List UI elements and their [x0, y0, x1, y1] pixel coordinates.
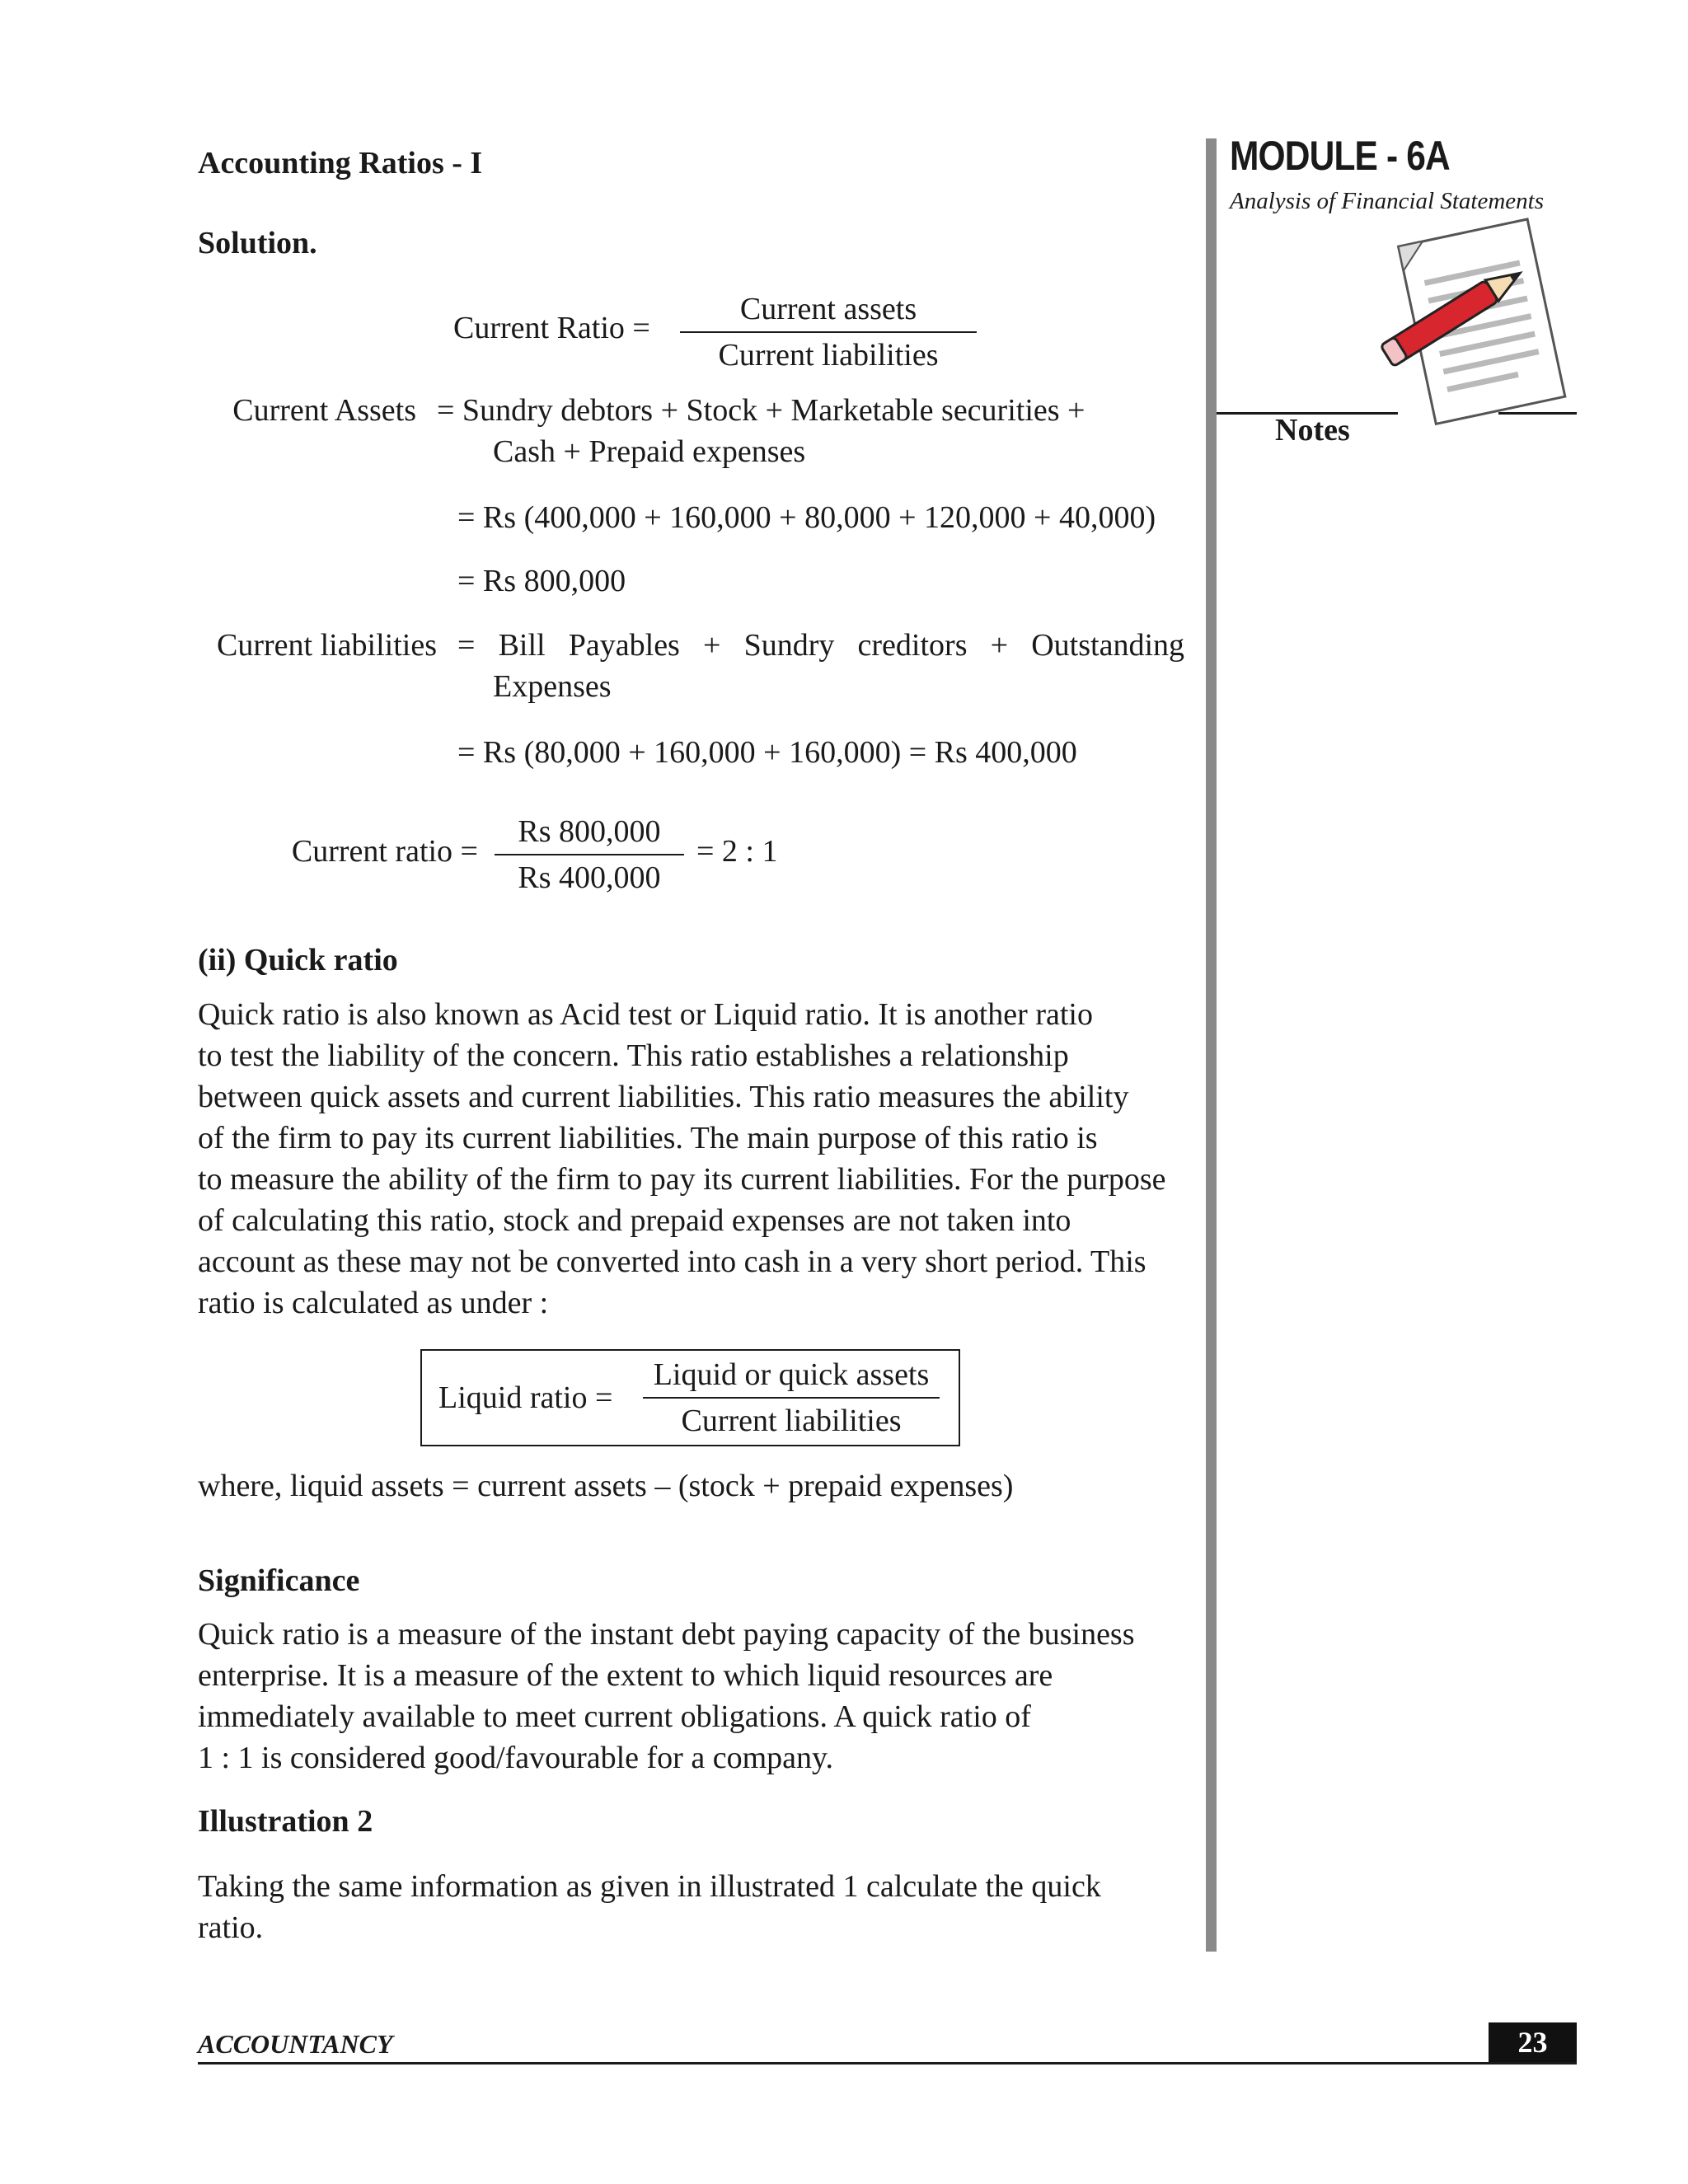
significance-paragraph [198, 1614, 1184, 1779]
sidebar-divider [1206, 138, 1217, 1952]
current-assets-line-1: = Sundry debtors + Stock + Marketable securities + [437, 393, 1085, 428]
module-title: MODULE - 6A [1230, 133, 1450, 179]
paragraph-line: of calculating this ratio, stock and prepaid expenses are not taken into [198, 1203, 1071, 1238]
illustration-heading: Illustration 2 [198, 1804, 373, 1839]
paragraph-line: ratio. [198, 1910, 264, 1945]
current-liabilities-line-1: = Bill Payables + Sundry creditors + Outstanding [457, 628, 1184, 663]
notes-label: Notes [1275, 413, 1350, 448]
paragraph-line: immediately available to meet current obligations. A quick ratio of [198, 1699, 1031, 1734]
paragraph-line: of the firm to pay its current liabilities. The main purpose of this ratio is [198, 1121, 1098, 1155]
current-ratio-label: Current Ratio = [453, 311, 650, 345]
significance-heading: Significance [198, 1563, 360, 1598]
paragraph-line: between quick assets and current liabilities. This ratio measures the ability [198, 1080, 1129, 1114]
current-ratio-result-label: Current ratio = [291, 834, 478, 869]
illustration-paragraph [198, 1866, 1184, 1948]
quick-ratio-heading: (ii) Quick ratio [198, 943, 398, 977]
module-subtitle: Analysis of Financial Statements [1230, 188, 1544, 214]
solution-heading: Solution. [198, 226, 317, 260]
fraction-numerator: Current assets [680, 288, 977, 333]
paragraph-line: Quick ratio is a measure of the instant debt paying capacity of the business [198, 1617, 1135, 1652]
paragraph-line: to measure the ability of the firm to pay its current liabilities. For the purpose [198, 1162, 1166, 1197]
notes-rule-right [1498, 412, 1577, 415]
fraction-denominator: Rs 400,000 [518, 860, 661, 895]
current-ratio-formula-fraction [680, 288, 977, 376]
page-number: 23 [1489, 2022, 1577, 2062]
paragraph-line: account as these may not be converted into cash in a very short period. This [198, 1244, 1146, 1279]
footer-subject: ACCOUNTANCY [198, 2029, 393, 2059]
current-assets-line-3: = Rs (400,000 + 160,000 + 80,000 + 120,000 + 40,000) [457, 500, 1156, 535]
current-ratio-result-value: = 2 : 1 [696, 834, 778, 869]
current-assets-line-4: = Rs 800,000 [457, 564, 626, 598]
paragraph-line: ratio is calculated as under : [198, 1286, 549, 1320]
liquid-ratio-fraction [643, 1354, 940, 1441]
current-assets-label: Current Assets [232, 393, 416, 428]
fraction-denominator: Current liabilities [681, 1404, 902, 1438]
paragraph-line: enterprise. It is a measure of the extent to which liquid resources are [198, 1658, 1053, 1693]
current-assets-line-2: Cash + Prepaid expenses [493, 434, 806, 469]
current-liabilities-label: Current liabilities [216, 628, 437, 663]
current-ratio-result-fraction [495, 811, 684, 898]
chapter-title: Accounting Ratios - I [198, 146, 483, 180]
liquid-ratio-formula-box [420, 1349, 960, 1446]
fraction-denominator: Current liabilities [718, 338, 939, 373]
liquid-ratio-label: Liquid ratio = [438, 1380, 613, 1415]
paragraph-line: Quick ratio is also known as Acid test or Liquid ratio. It is another ratio [198, 997, 1093, 1032]
paragraph-line: Taking the same information as given in illustrated 1 calculate the quick [198, 1869, 1101, 1904]
current-liabilities-line-2: Expenses [493, 669, 612, 704]
fraction-numerator: Liquid or quick assets [643, 1354, 940, 1399]
paragraph-line: to test the liability of the concern. This ratio establishes a relationship [198, 1038, 1069, 1073]
current-liabilities-line-3: = Rs (80,000 + 160,000 + 160,000) = Rs 400,000 [457, 735, 1077, 770]
quick-ratio-paragraph [198, 994, 1184, 1324]
fraction-numerator: Rs 800,000 [495, 811, 684, 855]
paragraph-line: 1 : 1 is considered good/favourable for a company. [198, 1741, 834, 1775]
footer-rule [198, 2062, 1577, 2064]
liquid-assets-definition: where, liquid assets = current assets – (stock + prepaid expenses) [198, 1469, 1014, 1503]
